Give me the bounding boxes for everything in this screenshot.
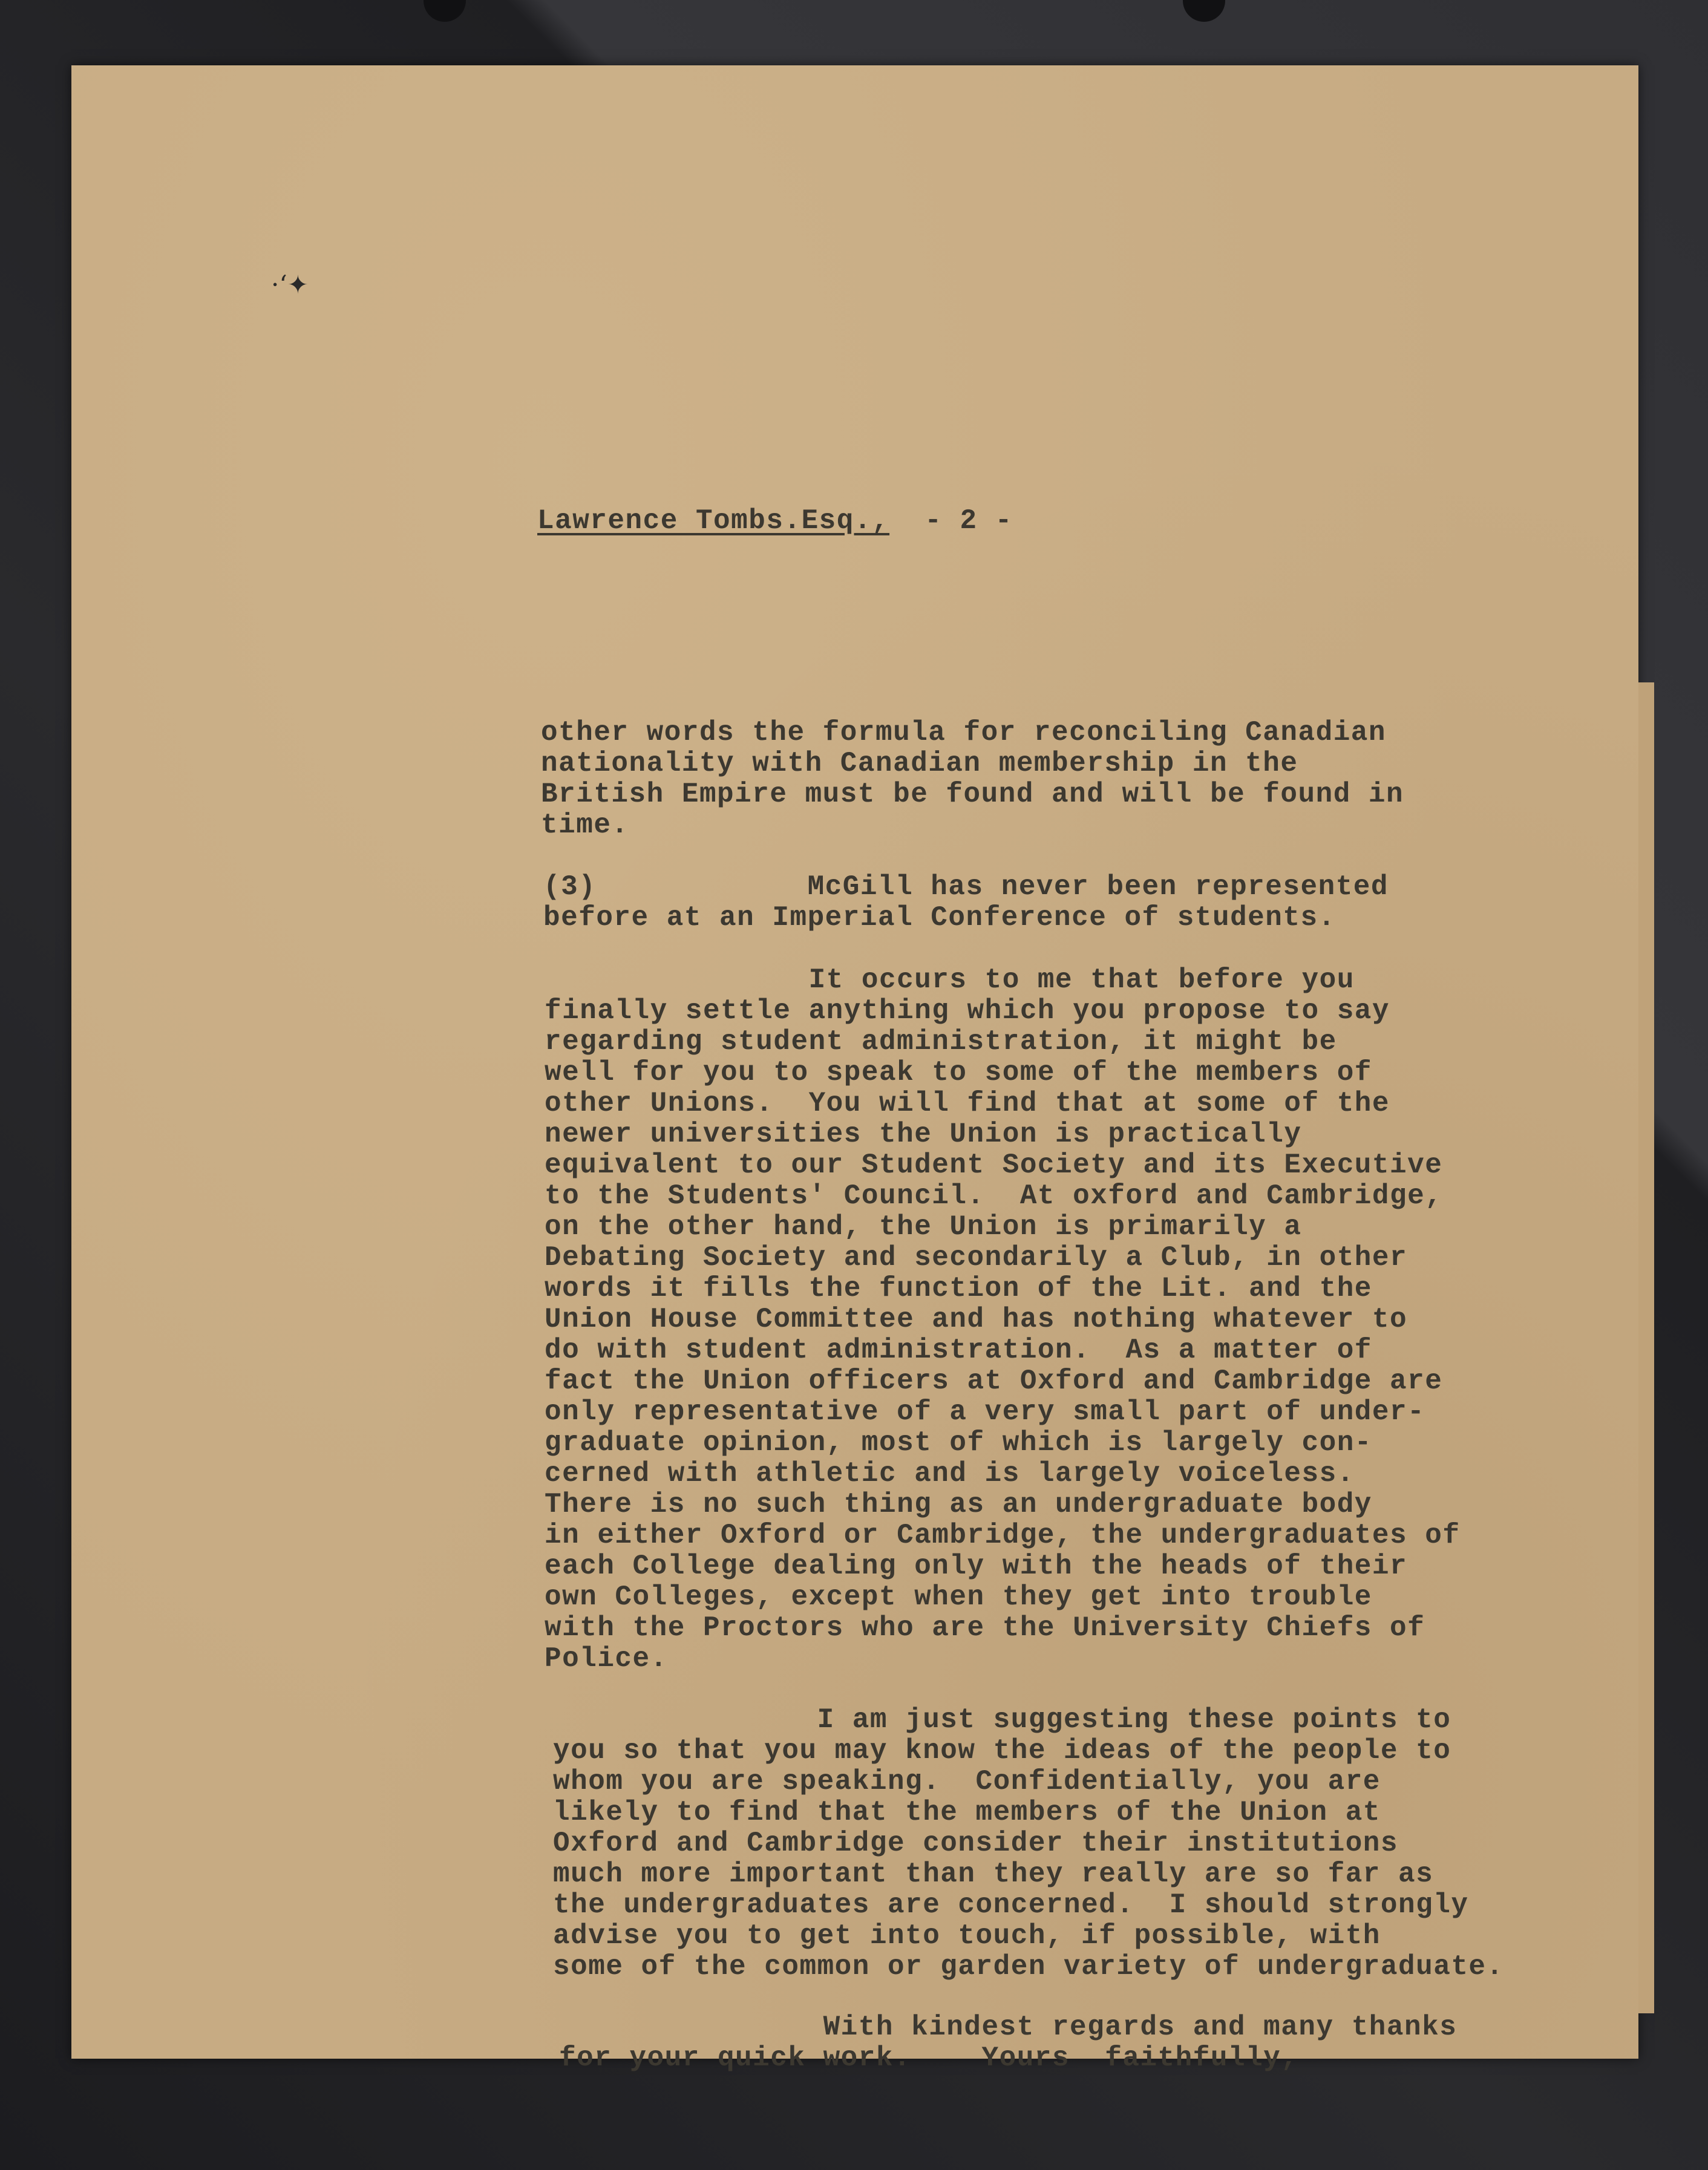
paragraph-continuation: other words the formula for reconciling Canadian nationality with Canadian membership in the British Empire must be found and will be found in time. xyxy=(541,717,1404,841)
recipient-name: Lawrence Tombs.Esq., xyxy=(537,505,890,537)
letter-header xyxy=(537,506,1013,537)
letter-page xyxy=(71,65,1638,2074)
paragraph-closing: With kindest regards and many thanks for your quick work. Yours faithfully, xyxy=(559,2011,1458,2074)
paragraph-unions: It occurs to me that before you finally settle anything which you propose to say regarding student administration, it might be well for you to speak to some of the members of other Unions. You will find that at some of the newer universities the Union is practically equivalent to our Student Society and its Executive to the Students' Council. At oxford and Cambridge, on the other hand, the Union is primarily a Debating Society and secondarily a Club, in other words it fills the function of the Lit. and the Union House Committee and has nothing whatever to do with student administration. As a matter of fact the Union officers at Oxford and Cambridge are only representative of a very small part of under- graduate opinion, most of which is largely con- cerned with athletic and is largely voiceless. There is no such thing as an undergraduate body in either Oxford or Cambridge, the undergraduates of each College dealing only with the heads of their own Colleges, except when they get into trouble with the Proctors who are the University Chiefs of Police. xyxy=(545,964,1461,1675)
paragraph-suggestions: I am just suggesting these points to you so that you may know the ideas of the people to whom you are speaking. Confidentially, you are likely to find that the members of the Union at Oxford and Cambridge consider their institutions much more important than they really are so far as the undergraduates are concerned. I should strongly advise you to get into touch, if possible, with some of the common or garden variety of undergraduate. xyxy=(553,1704,1504,1982)
page-number: - 2 - xyxy=(924,505,1013,537)
ink-mark: ·‘✦ xyxy=(271,270,309,299)
paragraph-section-3: (3) McGill has never been represented before at an Imperial Conference of students. xyxy=(543,871,1389,933)
